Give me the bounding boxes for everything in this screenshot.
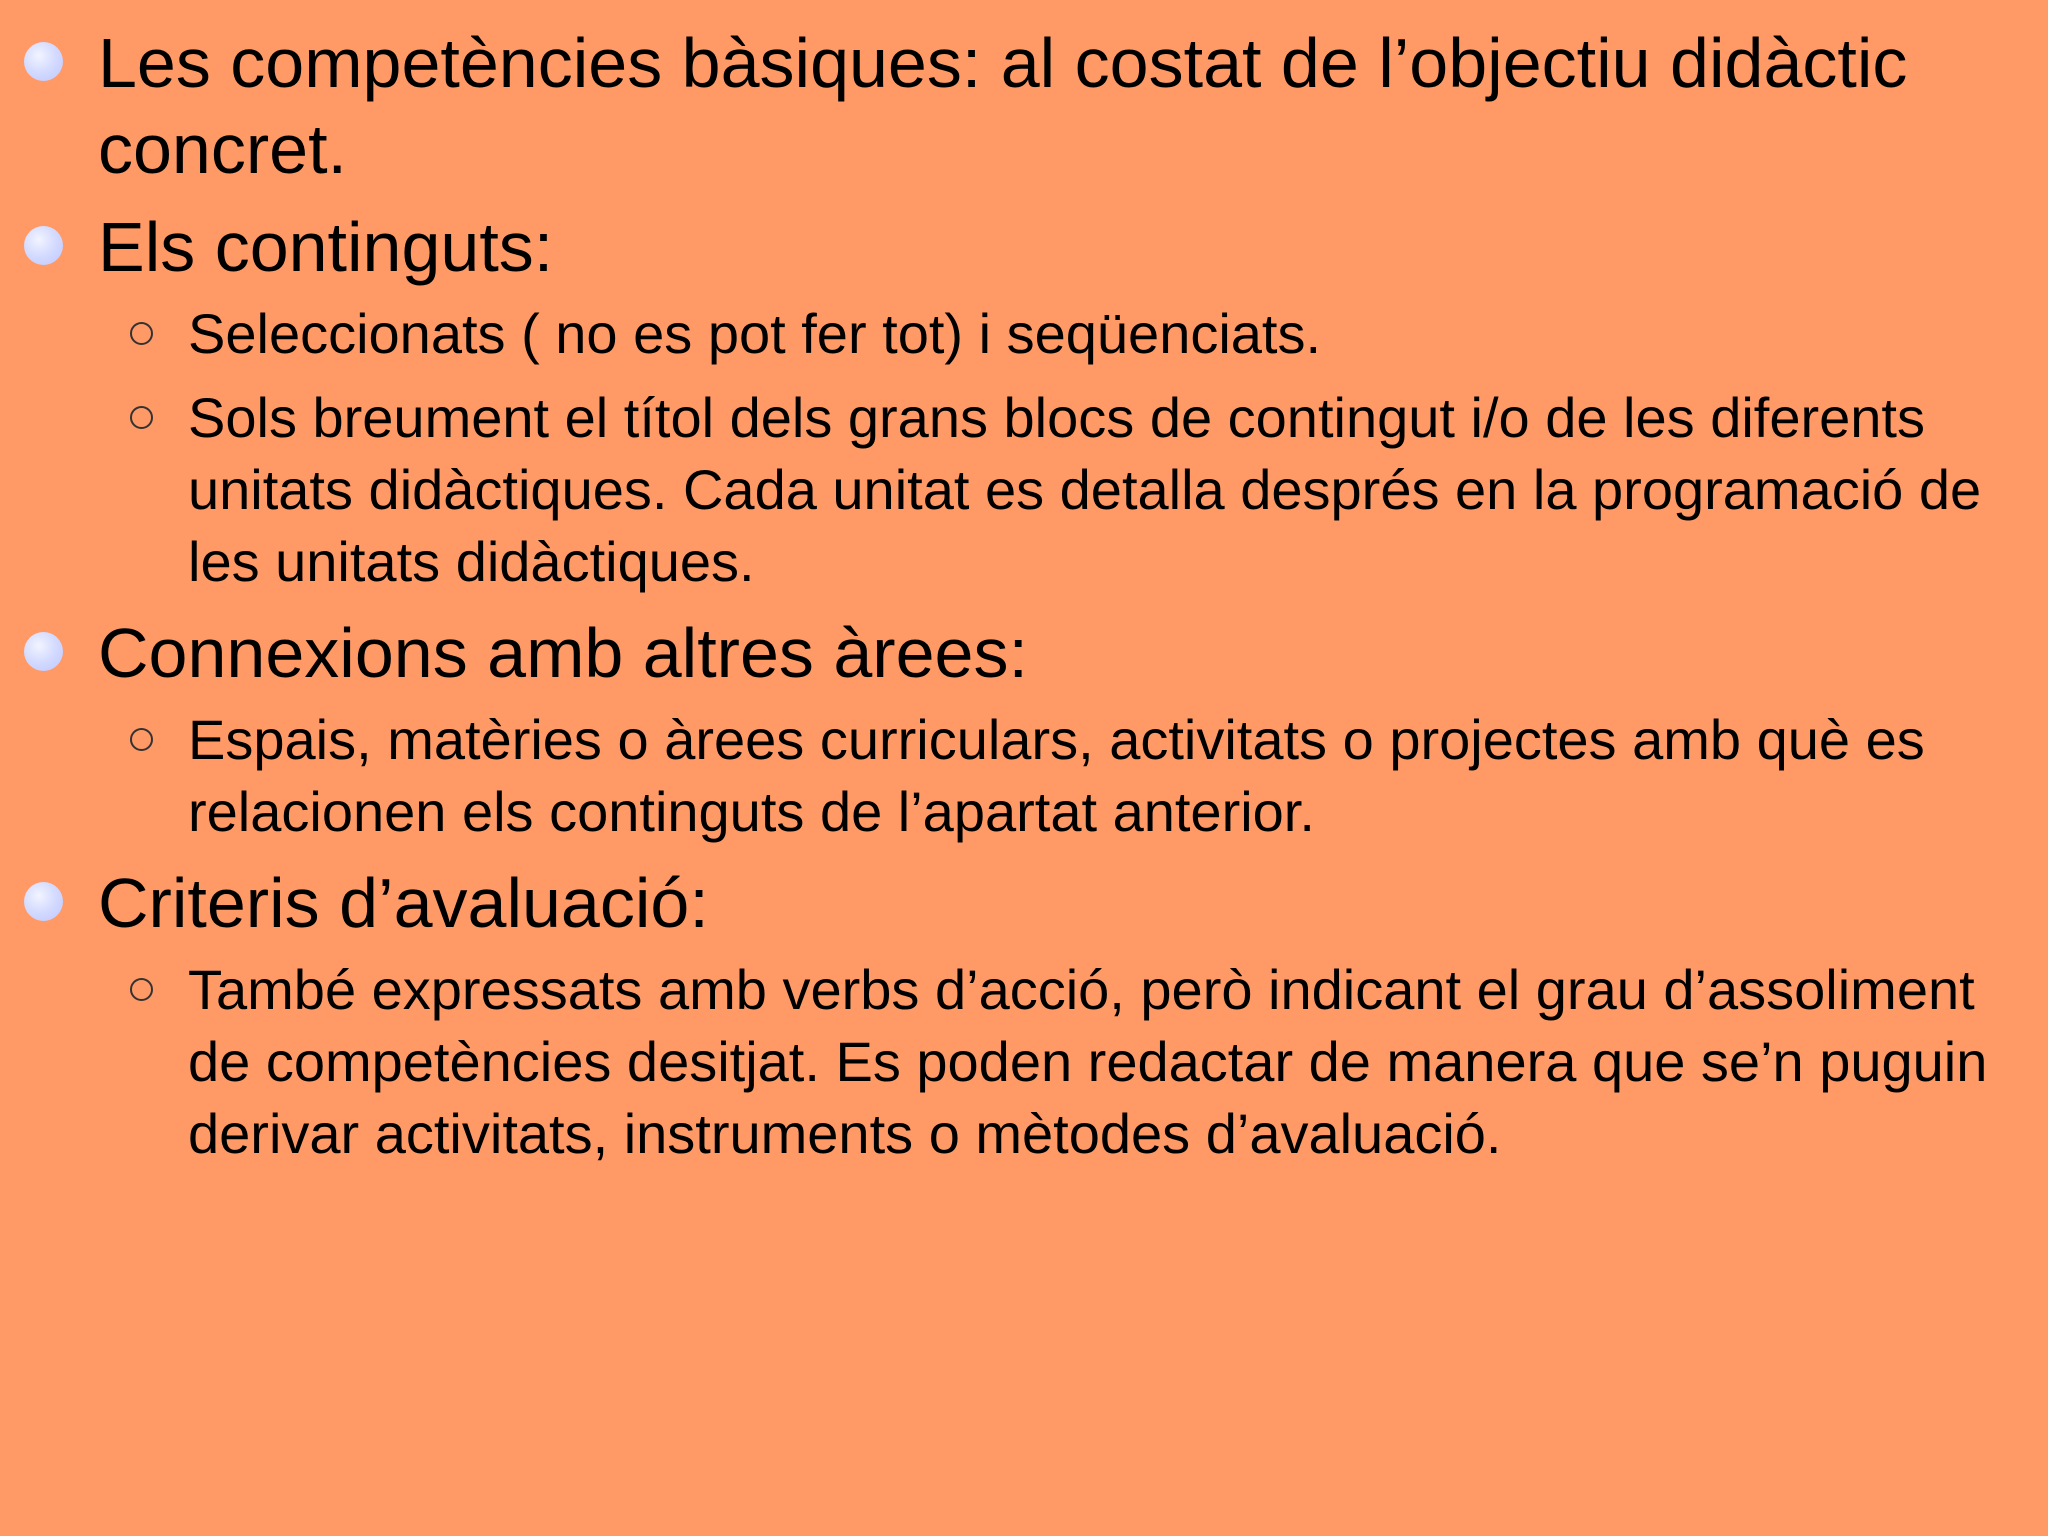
- sub-bullet-item: [20, 704, 2030, 848]
- hollow-circle-icon: [130, 728, 153, 751]
- bullet-item-continguts: [20, 204, 2030, 290]
- bullet-list: [20, 20, 2030, 1182]
- bullet-text: Les competències bàsiques: al costat de l’objectiu didàctic concret.: [98, 24, 1908, 188]
- bullet-dot-icon: [24, 42, 63, 81]
- sub-bullet-text: Espais, matèries o àrees curriculars, activitats o projectes amb què es relacionen els continguts de l’apartat anterior.: [188, 708, 1925, 843]
- bullet-dot-icon: [24, 632, 63, 671]
- bullet-item-competencies: [20, 20, 2030, 192]
- sub-bullet-item: [20, 298, 2030, 370]
- hollow-circle-icon: [130, 978, 153, 1001]
- bullet-text: Criteris d’avaluació:: [98, 864, 709, 942]
- bullet-text: Els continguts:: [98, 208, 554, 286]
- bullet-dot-icon: [24, 882, 63, 921]
- bullet-text: Connexions amb altres àrees:: [98, 614, 1028, 692]
- sub-bullet-text: Sols breument el títol dels grans blocs de contingut i/o de les diferents unitats didàctiques. Cada unitat es detalla després en la programació de les unitats didàctiques.: [188, 386, 1982, 593]
- hollow-circle-icon: [130, 406, 153, 429]
- bullet-dot-icon: [24, 226, 63, 265]
- sub-bullet-item: [20, 954, 2030, 1170]
- sub-bullet-text: També expressats amb verbs d’acció, però indicant el grau d’assoliment de competències desitjat. Es poden redactar de manera que se’n puguin derivar activitats, instruments o mètodes d’avaluació.: [188, 958, 1988, 1165]
- bullet-item-criteris: [20, 860, 2030, 946]
- bullet-item-connexions: [20, 610, 2030, 696]
- sub-bullet-item: [20, 382, 2030, 598]
- hollow-circle-icon: [130, 322, 153, 345]
- sub-bullet-text: Seleccionats ( no es pot fer tot) i seqüenciats.: [188, 302, 1322, 365]
